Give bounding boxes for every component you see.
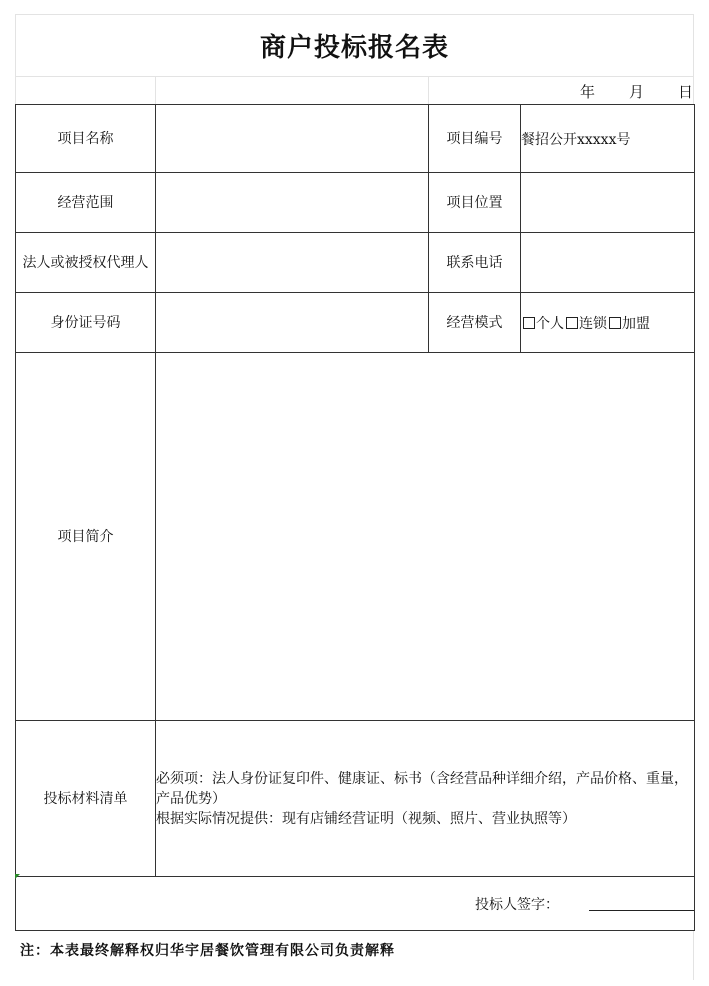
- materials-required: 必须项：法人身份证复印件、健康证、标书（含经营品种详细介绍，产品价格、重量，产品优势）: [156, 770, 688, 807]
- business-scope-field[interactable]: [156, 173, 429, 233]
- project-name-label: 项目名称: [16, 105, 156, 173]
- project-number-field[interactable]: 餐招公开xxxxx号: [521, 105, 695, 173]
- project-intro-field[interactable]: [156, 353, 695, 721]
- project-name-field[interactable]: [156, 105, 429, 173]
- option-franchise-label: 加盟: [622, 315, 650, 332]
- business-mode-options: [521, 293, 695, 353]
- id-number-field[interactable]: [156, 293, 429, 353]
- signature-field[interactable]: [589, 910, 694, 911]
- phone-label: 联系电话: [429, 233, 521, 293]
- checkbox-chain[interactable]: [566, 317, 578, 329]
- date-month-field[interactable]: 月: [628, 82, 644, 101]
- project-location-field[interactable]: [521, 173, 695, 233]
- date-line: [580, 80, 693, 102]
- cell-marker: [15, 874, 20, 879]
- option-individual-label: 个人: [536, 315, 564, 332]
- materials-optional: 根据实际情况提供：现有店铺经营证明（视频、照片、营业执照等）: [156, 810, 576, 827]
- date-day-field[interactable]: 日: [677, 82, 693, 101]
- signature-row: [16, 877, 695, 931]
- checkbox-individual[interactable]: [523, 317, 535, 329]
- footer-note: 注：本表最终解释权归华宇居餐饮管理有限公司负责解释: [20, 943, 395, 959]
- table-row: [16, 877, 695, 931]
- legal-person-field[interactable]: [156, 233, 429, 293]
- table-row: [16, 233, 695, 293]
- business-scope-label: 经营范围: [16, 173, 156, 233]
- project-location-label: 项目位置: [429, 173, 521, 233]
- date-year-field[interactable]: 年: [579, 82, 595, 101]
- materials-list: [156, 721, 695, 877]
- table-row: [16, 173, 695, 233]
- signature-label: 投标人签字：: [475, 896, 559, 913]
- business-mode-label: 经营模式: [429, 293, 521, 353]
- materials-label: 投标材料清单: [16, 721, 156, 877]
- project-number-label: 项目编号: [429, 105, 521, 173]
- id-number-label: 身份证号码: [16, 293, 156, 353]
- checkbox-franchise[interactable]: [609, 317, 621, 329]
- form-title: 商户投标报名表: [259, 32, 449, 63]
- table-row: [16, 293, 695, 353]
- table-row: [16, 105, 695, 173]
- option-chain-label: 连锁: [579, 315, 607, 332]
- phone-field[interactable]: [521, 233, 695, 293]
- legal-person-label: 法人或被授权代理人: [16, 233, 156, 293]
- table-row: [16, 721, 695, 877]
- table-row: [16, 353, 695, 721]
- registration-table: [15, 104, 695, 931]
- project-intro-label: 项目简介: [16, 353, 156, 721]
